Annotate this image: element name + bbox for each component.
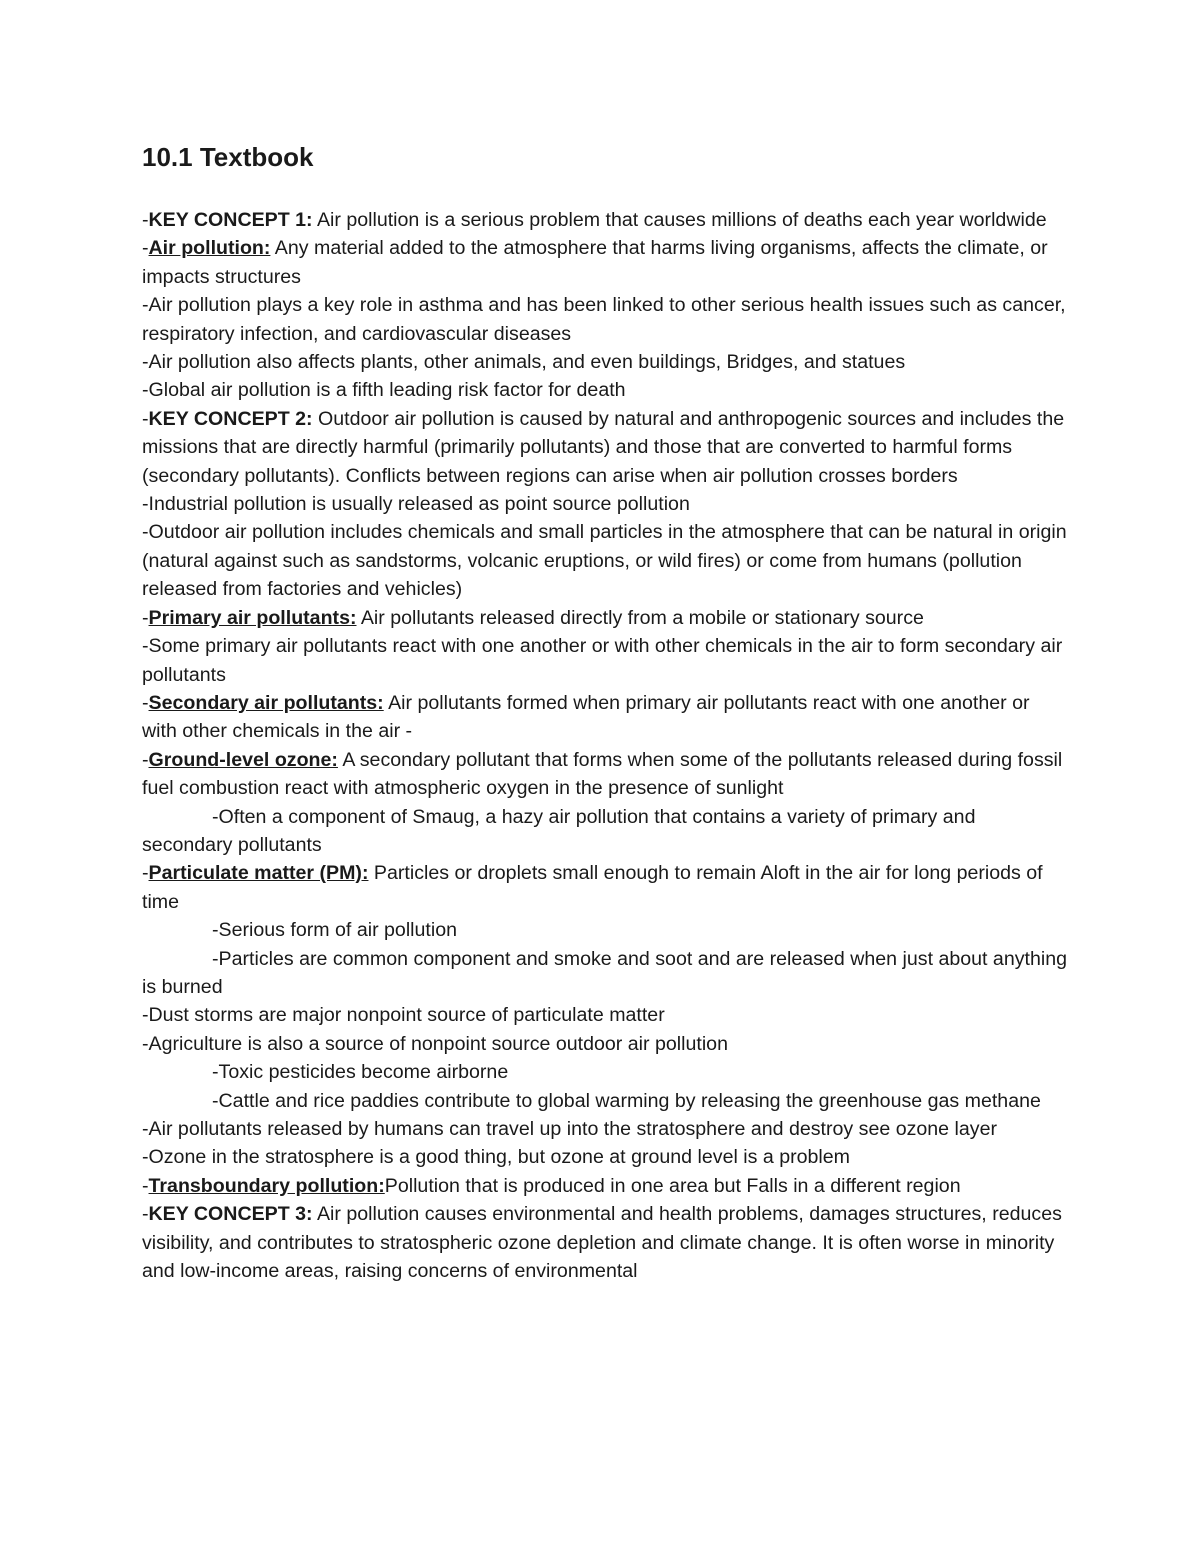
definition-line xyxy=(142,746,1067,803)
note-line xyxy=(142,1058,1067,1086)
line-text: -Ozone in the stratosphere is a good thing, but ozone at ground level is a problem xyxy=(142,1146,850,1169)
line-prefix: - xyxy=(142,1174,149,1197)
line-text: -Serious form of air pollution xyxy=(212,919,458,942)
note-line xyxy=(142,1115,1067,1143)
key-concept-label: KEY CONCEPT 1: xyxy=(148,209,313,231)
note-line xyxy=(142,632,1067,689)
line-prefix: - xyxy=(142,209,149,231)
document-page xyxy=(142,140,1067,1285)
line-text: -Dust storms are major nonpoint source of particulate matter xyxy=(142,1004,665,1027)
line-prefix: - xyxy=(142,748,149,771)
line-text: Air pollutants released directly from a mobile or stationary source xyxy=(356,606,924,629)
line-text: -Air pollutants released by humans can travel up into the stratosphere and destroy see ozone layer xyxy=(142,1118,997,1140)
note-line xyxy=(142,803,1067,860)
line-prefix: - xyxy=(142,862,149,885)
line-prefix: - xyxy=(142,606,149,629)
line-text: -Air pollution also affects plants, other animals, and even buildings, Bridges, and statues xyxy=(142,351,906,374)
note-line xyxy=(142,348,1067,376)
line-text: Air pollution is a serious problem that causes millions of deaths each year worldwide xyxy=(312,209,1047,231)
line-text: A secondary pollutant that forms when some of the pollutants released during fossil fuel combustion react with atmospheric oxygen in the presence of sunlight xyxy=(142,748,1063,800)
note-line xyxy=(142,518,1067,603)
line-prefix: - xyxy=(142,237,149,260)
vocab-term: Particulate matter (PM): xyxy=(148,862,369,885)
definition-line xyxy=(142,689,1067,746)
line-text: -Global air pollution is a fifth leading risk factor for death xyxy=(142,379,626,402)
line-prefix: - xyxy=(142,407,149,430)
line-text: -Industrial pollution is usually released as point source pollution xyxy=(142,493,690,516)
note-line xyxy=(142,1030,1067,1058)
note-line xyxy=(142,916,1067,944)
vocab-term: Transboundary pollution: xyxy=(148,1174,385,1197)
note-line xyxy=(142,291,1067,348)
line-text: Air pollution causes environmental and health problems, damages structures, reduces visibility, and contributes to stratospheric ozone depletion and climate change. It is often worse in minority and low-income areas, raising concerns of environmental xyxy=(142,1203,1062,1283)
definition-line xyxy=(142,206,1067,234)
definition-line xyxy=(142,234,1067,291)
key-concept-label: KEY CONCEPT 3: xyxy=(148,1203,313,1226)
vocab-term: Air pollution: xyxy=(148,237,271,260)
definition-line xyxy=(142,1172,1067,1200)
notes-body xyxy=(142,206,1067,1285)
line-text: Particles or droplets small enough to remain Aloft in the air for long periods of time xyxy=(142,862,1043,913)
line-text: Any material added to the atmosphere that harms living organisms, affects the climate, or impacts structures xyxy=(142,237,1048,288)
definition-line xyxy=(142,405,1067,490)
vocab-term: Primary air pollutants: xyxy=(148,606,357,629)
line-text: -Some primary air pollutants react with one another or with other chemicals in the air to form secondary air pollutants xyxy=(142,635,1063,686)
line-text: -Agriculture is also a source of nonpoint source outdoor air pollution xyxy=(142,1032,728,1055)
note-line xyxy=(142,1143,1067,1171)
definition-line xyxy=(142,1200,1067,1285)
line-text: -Outdoor air pollution includes chemicals and small particles in the atmosphere that can be natural in origin (natural against such as sandstorms, volcanic eruptions, or wild fires) or come from humans (pollution released from factories and vehicles) xyxy=(142,521,1067,601)
note-line xyxy=(142,945,1067,1002)
vocab-term: Secondary air pollutants: xyxy=(148,691,384,714)
line-text: -Cattle and rice paddies contribute to global warming by releasing the greenhouse gas methane xyxy=(212,1089,1041,1112)
line-prefix: - xyxy=(142,1203,149,1226)
line-text: -Particles are common component and smoke and soot and are released when just about anything is burned xyxy=(142,947,1068,998)
line-prefix: - xyxy=(142,691,149,714)
definition-line xyxy=(142,604,1067,632)
definition-line xyxy=(142,859,1067,916)
document-title: 10.1 Textbook xyxy=(142,142,314,172)
line-text: -Air pollution plays a key role in asthma and has been linked to other serious health issues such as cancer, respiratory infection, and cardiovascular diseases xyxy=(142,294,1066,345)
note-line xyxy=(142,376,1067,404)
note-line xyxy=(142,1001,1067,1029)
line-text: Outdoor air pollution is caused by natural and anthropogenic sources and includes the missions that are directly harmful (primarily pollutants) and those that are converted to harmful forms (secondary pollutants). Conflicts between regions can arise when air pollution crosses borders xyxy=(142,407,1065,487)
line-text: Pollution that is produced in one area but Falls in a different region xyxy=(384,1174,961,1197)
key-concept-label: KEY CONCEPT 2: xyxy=(148,407,313,430)
line-text: -Often a component of Smaug, a hazy air pollution that contains a variety of primary and secondary pollutants xyxy=(142,805,976,856)
line-text: -Toxic pesticides become airborne xyxy=(212,1061,509,1084)
note-line xyxy=(142,490,1067,518)
vocab-term: Ground-level ozone: xyxy=(148,748,338,771)
note-line xyxy=(142,1087,1067,1115)
line-text: Air pollutants formed when primary air pollutants react with one another or with other chemicals in the air - xyxy=(142,691,1030,743)
